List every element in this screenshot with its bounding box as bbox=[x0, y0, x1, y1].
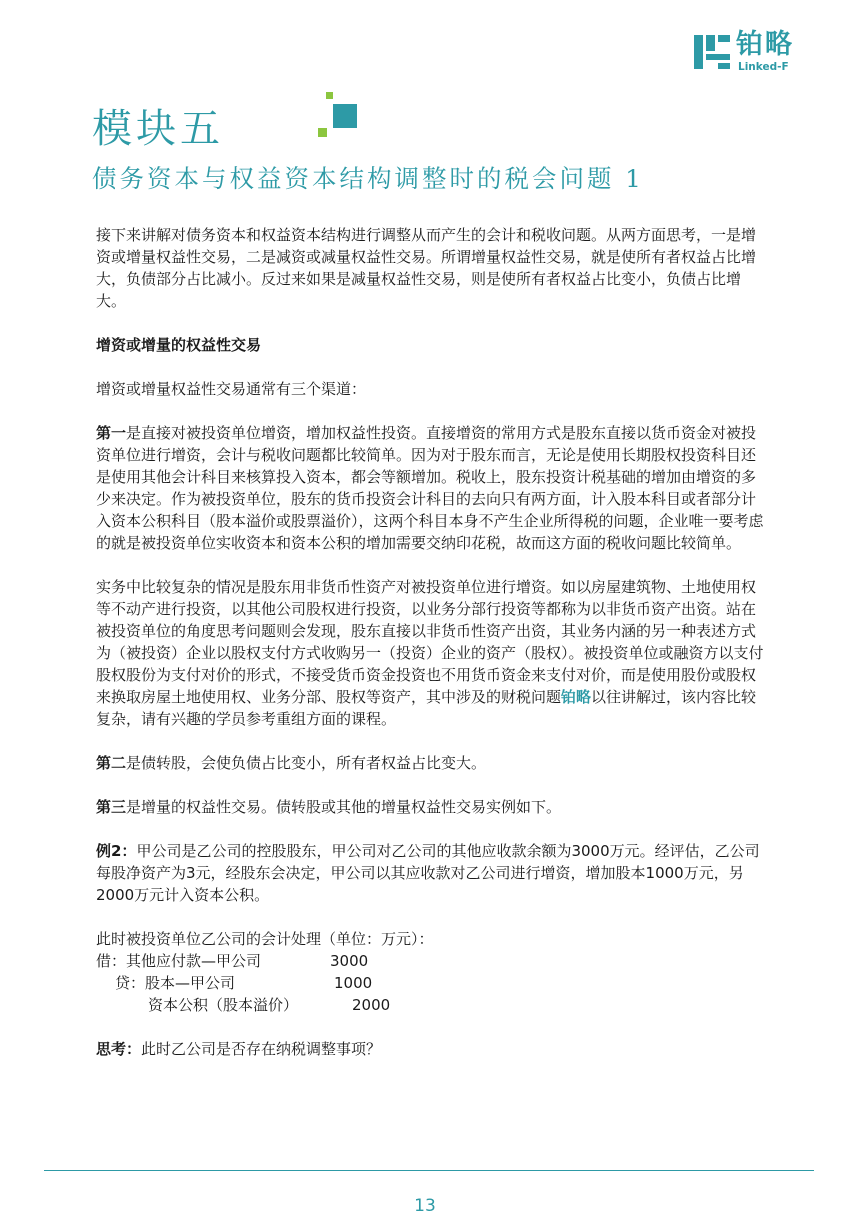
brand-logo bbox=[692, 28, 822, 76]
brand-highlight: 铂略 bbox=[561, 688, 592, 706]
module-title: 模块五 bbox=[92, 106, 224, 152]
complex-case-paragraph bbox=[96, 576, 768, 730]
journal-entry-credit-2 bbox=[96, 994, 768, 1016]
entry-account: 借：其他应付款—甲公司 bbox=[96, 952, 262, 970]
decorative-square-small bbox=[326, 92, 333, 99]
entry-account: 资本公积（股本溢价） bbox=[148, 996, 299, 1014]
example-paragraph bbox=[96, 840, 768, 906]
think-paragraph bbox=[96, 1038, 768, 1060]
entry-amount: 1000 bbox=[334, 974, 373, 992]
example-text: 甲公司是乙公司的控股股东，甲公司对乙公司的其他应收款余额为3000万元。经评估，乙公司每股净资产为3元，经股东会决定，甲公司以其应收款对乙公司进行增资，增加股本1000万元，另2000万元计入资本公积。 bbox=[96, 842, 760, 904]
logo-mark-icon bbox=[692, 32, 732, 72]
third-channel-paragraph bbox=[96, 796, 768, 818]
document-body bbox=[96, 224, 768, 1060]
entry-account: 贷：股本—甲公司 bbox=[115, 974, 236, 992]
logo-chinese-text: 铂略 bbox=[736, 29, 794, 60]
third-text: 是增量的权益性交易。债转股或其他的增量权益性交易实例如下。 bbox=[126, 798, 562, 816]
think-label: 思考： bbox=[96, 1040, 142, 1058]
first-text: 是直接对被投资单位增资，增加权益性投资。直接增资的常用方式是股东直接以货币资金对被投资单位进行增资，会计与税收问题都比较简单。因为对于股东而言，无论是使用长期股权投资科目还是使用其他会计科目来核算投入资本，都会等额增加。税收上，股东投资计税基础的增加由增资的多少来决定。作为被投资单位，股东的货币投资会计科目的去向只有两方面，计入股本科目或者部分计入资本公积科目（股本溢价或股票溢价），这两个科目本身不产生企业所得税的问题，企业唯一要考虑的就是被投资单位实收资本和资本公积的增加需要交纳印花税，故而这方面的税收问题比较简单。 bbox=[96, 424, 764, 552]
second-text: 是债转股，会使负债占比变小，所有者权益占比变大。 bbox=[126, 754, 487, 772]
section-heading: 增资或增量的权益性交易 bbox=[96, 336, 262, 354]
channels-intro: 增资或增量权益性交易通常有三个渠道： bbox=[96, 380, 367, 398]
logo-english-text: Linked-F bbox=[738, 61, 789, 73]
decorative-square-large bbox=[333, 104, 357, 128]
complex-text-after: 以往讲解过，该内容比较复杂，请有兴趣的学员参考重组方面的课程。 bbox=[96, 688, 757, 728]
intro-paragraph: 接下来讲解对债务资本和权益资本结构进行调整从而产生的会计和税收问题。从两方面思考，一是增资或增量权益性交易，二是减资或减量权益性交易。所谓增量权益性交易，就是使所有者权益占比增大，负债部分占比减小。反过来如果是减量权益性交易，则是使所有者权益占比变小，负债占比增大。 bbox=[96, 226, 757, 310]
second-channel-paragraph bbox=[96, 752, 768, 774]
decorative-square-medium bbox=[318, 128, 327, 137]
complex-text-before: 实务中比较复杂的情况是股东用非货币性资产对被投资单位进行增资。如以房屋建筑物、土地使用权等不动产进行投资，以其他公司股权进行投资，以业务分部行投资等都称为以非货币资产出资。站在被投资单位的角度思考问题则会发现，股东直接以非货币性资产出资，其业务内涵的另一种表述方式为（被投资）企业以股权支付方式收购另一（投资）企业的资产（股权）。被投资单位或融资方以支付股权股份为支付对价的形式，不接受货币资金投资也不用货币资金来支付对价，而是使用股份或股权来换取房屋土地使用权、业务分部、股权等资产，其中涉及的财税问题 bbox=[96, 578, 764, 706]
first-label: 第一 bbox=[96, 424, 127, 442]
footer-divider bbox=[44, 1170, 814, 1171]
entry-amount: 3000 bbox=[330, 952, 369, 970]
journal-entry-credit-1 bbox=[96, 972, 768, 994]
section-subtitle: 债务资本与权益资本结构调整时的税会问题 1 bbox=[92, 164, 644, 193]
journal-entry-debit bbox=[96, 950, 768, 972]
accounting-intro: 此时被投资单位乙公司的会计处理（单位：万元）： bbox=[96, 930, 434, 948]
third-label: 第三 bbox=[96, 798, 127, 816]
example-label: 例2： bbox=[96, 842, 137, 860]
entry-amount: 2000 bbox=[352, 996, 391, 1014]
first-channel-paragraph bbox=[96, 422, 768, 554]
second-label: 第二 bbox=[96, 754, 127, 772]
think-text: 此时乙公司是否存在纳税调整事项？ bbox=[141, 1040, 382, 1058]
page-number: 13 bbox=[414, 1196, 436, 1216]
